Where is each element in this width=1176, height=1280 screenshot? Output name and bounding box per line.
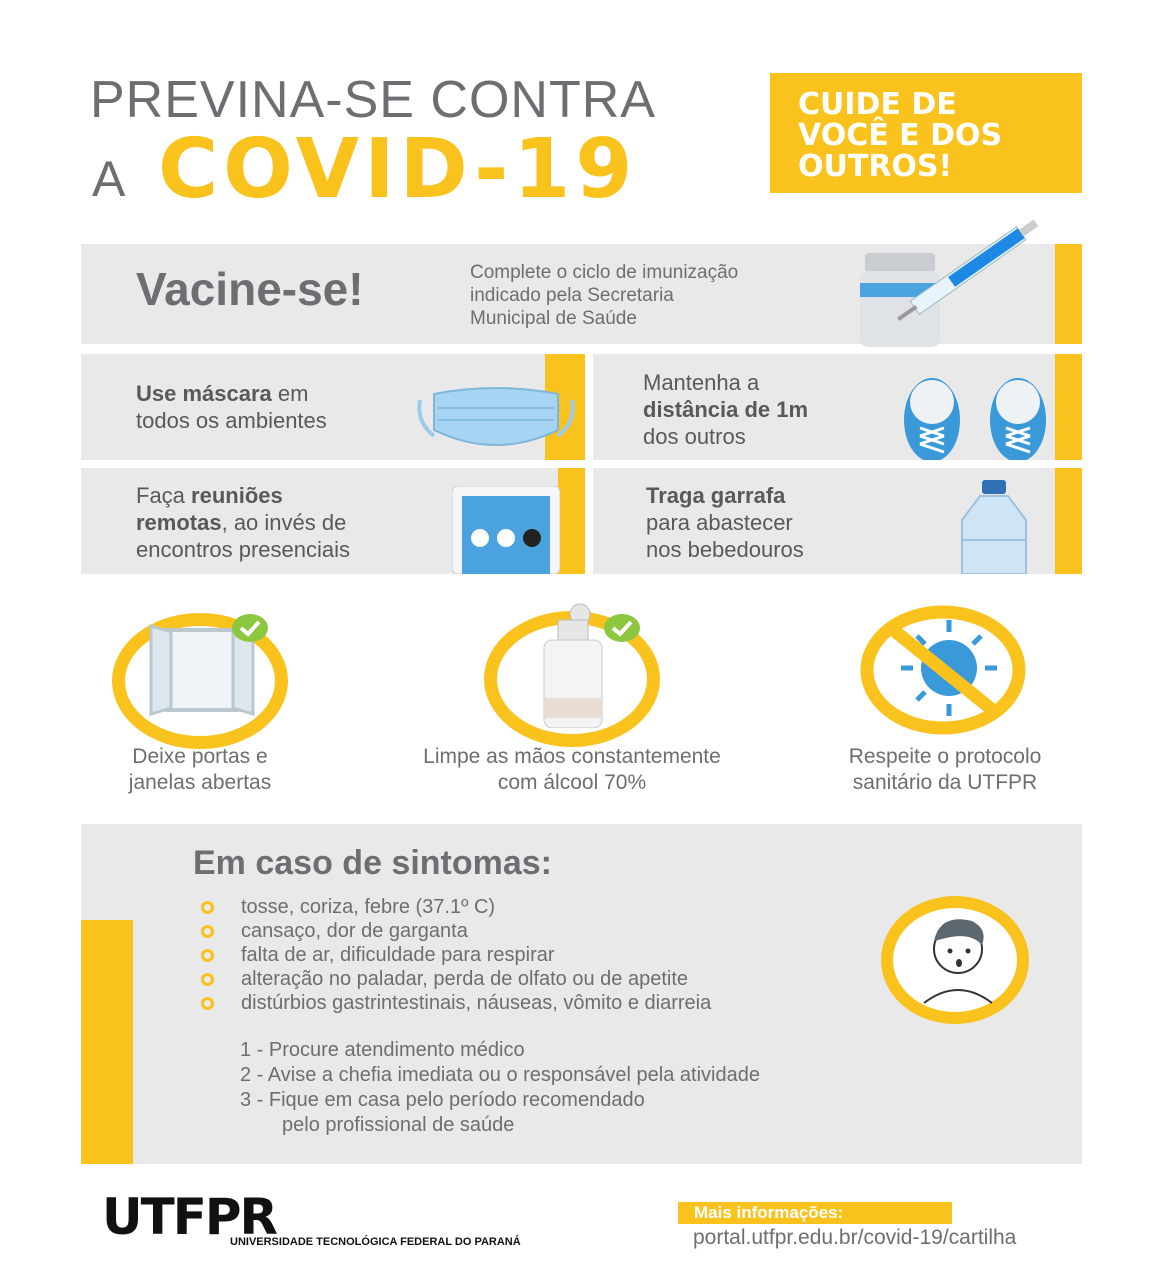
distance-text [643,369,808,450]
list-item: tosse, coriza, febre (37.1º C) [201,895,711,919]
accent-bar [558,468,585,574]
no-virus-icon [855,600,1031,740]
tip-line1: Limpe as mãos constantemente [423,745,721,768]
accent-bar [1055,354,1082,460]
remote-bold2: remotas [136,510,222,535]
care-badge [770,73,1082,193]
bottle-line2: para abastecer [646,510,793,535]
list-item: alteração no paladar, perda de olfato ou de apetite [201,967,711,991]
steps-list [240,1038,760,1138]
more-info-badge [678,1202,952,1224]
bottle-bold: Traga garrafa [646,483,786,508]
tip-line2: sanitário da UTFPR [852,771,1038,794]
utfpr-logo: UTFPR [102,1188,277,1246]
water-bottle-icon [954,480,1034,574]
remote-pre: Faça [136,483,192,508]
face-mask-icon [416,386,576,456]
distance-line3: dos outros [643,424,746,449]
sick-person-icon [880,893,1030,1027]
bottle-text [646,482,804,563]
vaccine-text [470,261,738,330]
accent-bar [1055,468,1082,574]
check-icon [604,613,640,643]
symptoms-title: Em caso de sintomas: [193,844,553,882]
list-item: 1 - Procure atendimento médico [240,1039,525,1061]
headline-covid: COVID-19 [158,122,638,217]
bottle-line3: nos bebedouros [646,537,804,562]
mask-text [136,380,327,434]
badge-line: OUTROS! [798,149,953,184]
tip-line1: Respeite o protocolo [848,745,1042,768]
vaccine-text-line: indicado pela Secretaria [470,285,674,306]
check-icon [232,613,268,643]
distance-bold: distância de 1m [643,397,809,422]
vaccine-text-line: Municipal de Saúde [470,308,637,329]
remote-rest2: , ao invés de [221,510,347,535]
mask-line2: todos os ambientes [136,408,327,433]
list-item: cansaço, dor de garganta [201,919,711,943]
sneakers-icon [900,374,1050,460]
info-url-link[interactable]: portal.utfpr.edu.br/covid-19/cartilha [693,1226,1017,1249]
sanitizer-bottle-icon [538,602,608,728]
list-item: distúrbios gastrintestinais, náuseas, vômito e diarreia [201,991,711,1015]
list-item: falta de ar, dificuldade para respirar [201,943,711,967]
tip-line2: com álcool 70% [497,771,647,794]
badge-line: CUIDE DE [798,87,957,122]
vaccine-text-line: Complete o ciclo de imunização [470,262,739,283]
list-item: 2 - Avise a chefia imediata ou o responsável pela atividade [240,1064,760,1086]
list-item: pelo profissional de saúde [282,1114,515,1136]
tip-caption-window [70,744,330,796]
headline-line1: PREVINA-SE CONTRA [90,71,656,129]
tablet-call-icon [452,486,560,574]
tip-caption-protocol [800,744,1090,796]
more-info-label: Mais informações: [694,1203,844,1222]
vaccine-title: Vacine-se! [136,263,364,315]
accent-bar [1055,244,1082,344]
remote-text [136,482,350,563]
tip-line2: janelas abertas [128,771,272,794]
university-name: UNIVERSIDADE TECNOLÓGICA FEDERAL DO PARANÁ [230,1236,521,1248]
symptoms-list [201,895,711,1015]
remote-line3: encontros presenciais [136,537,351,562]
remote-bold1: reuniões [191,483,283,508]
mask-rest: em [271,381,309,406]
badge-line: VOCÊ E DOS [798,118,1003,153]
tip-line1: Deixe portas e [132,745,268,768]
vaccine-vial-syringe-icon [855,205,1055,350]
list-item: 3 - Fique em casa pelo período recomendado [240,1089,645,1111]
mask-bold: Use máscara [136,381,272,406]
accent-bar [81,920,133,1164]
headline-prefix: A [92,151,126,207]
tip-caption-sanitizer [372,744,772,796]
distance-line1: Mantenha a [643,370,760,395]
